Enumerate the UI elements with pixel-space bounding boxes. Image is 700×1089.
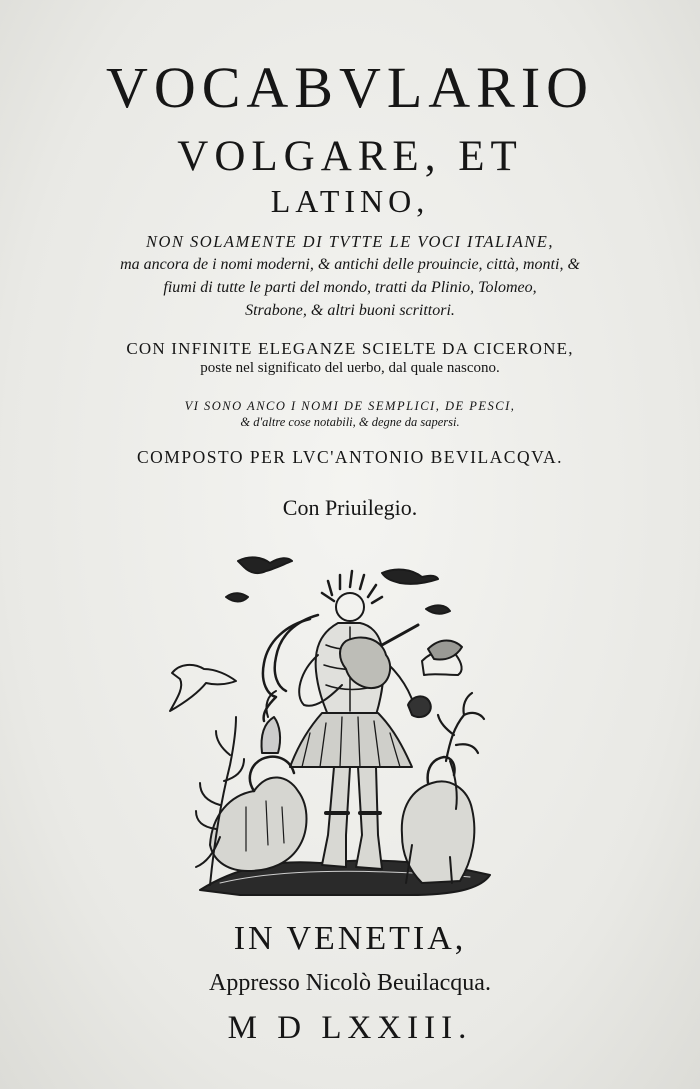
bird-icon [226, 593, 248, 601]
subtitle-line-1: NON SOLAMENTE DI TVTTE LE VOCI ITALIANE, [145, 232, 555, 251]
book-title-line-1: VOCABVLARIO [105, 55, 595, 120]
bird-icon [382, 570, 438, 584]
eleganze-heading: CON INFINITE ELEGANZE SCIELTE DA CICERONE, [126, 339, 574, 358]
imprint-city: IN VENETIA, [233, 920, 467, 957]
author-line: COMPOSTO PER LVC'ANTONIO BEVILACQVA. [136, 447, 563, 467]
privilege-line: Con Priuilegio. [282, 495, 418, 520]
orpheus-figure [290, 571, 416, 869]
imprint-printer: Appresso Nicolò Beuilacqua. [209, 970, 491, 996]
book-title-line-3: LATINO, [270, 183, 430, 219]
orpheus-woodcut [150, 545, 550, 905]
imprint-year: M D LXXIII. [227, 1010, 473, 1046]
bird-icon [238, 557, 292, 573]
book-title-line-2: VOLGARE, ET [177, 133, 523, 180]
bird-icon [170, 665, 236, 711]
subtitle-line-2: ma ancora de i nomi moderni, & antichi delle prouincie, città, monti, & [120, 256, 580, 273]
bird-icon [426, 605, 450, 613]
goat-icon [262, 717, 281, 753]
semplici-heading: VI SONO ANCO I NOMI DE SEMPLICI, DE PESCI, [184, 399, 516, 413]
subtitle-line-4: Strabone, & altri buoni scrittori. [245, 302, 455, 319]
stag-antlers-icon [438, 693, 484, 761]
bear-icon [402, 757, 475, 883]
eleganze-detail: poste nel significato del uerbo, dal quale nascono. [200, 360, 500, 376]
semplici-detail: & d'altre cose notabili, & degne da sapersi. [240, 415, 460, 429]
subtitle-line-3: fiumi di tutte le parti del mondo, tratti da Plinio, Tolomeo, [163, 279, 537, 296]
